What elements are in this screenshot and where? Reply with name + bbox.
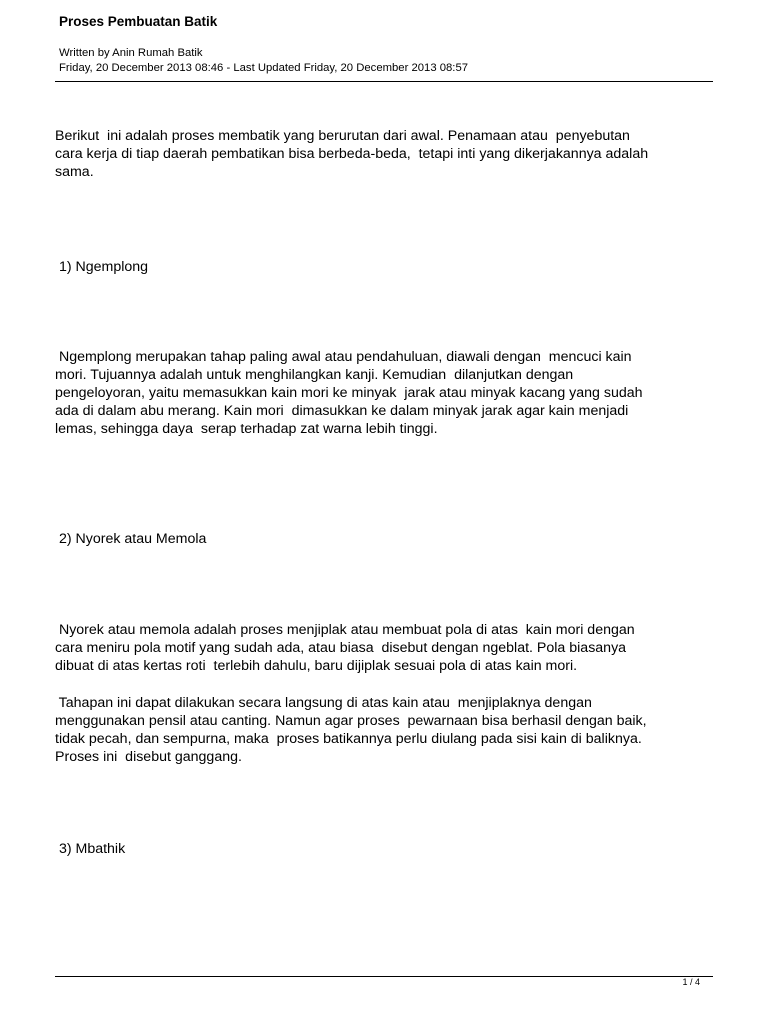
text-line: lemas, sehingga daya serap terhadap zat warna lebih tinggi. <box>55 421 438 437</box>
text-line: ada di dalam abu merang. Kain mori dimasukkan ke dalam minyak jarak agar kain menjadi <box>55 403 629 419</box>
text-line: cara meniru pola motif yang sudah ada, atau biasa disebut dengan ngeblat. Pola biasanya <box>55 640 627 656</box>
document-meta <box>59 46 468 76</box>
step2-paragraph-a <box>55 621 715 675</box>
text-line: dibuat di atas kertas roti terlebih dahulu, baru dijiplak sesuai pola di atas kain mori. <box>55 658 578 674</box>
text-line: Berikut ini adalah proses membatik yang berurutan dari awal. Penamaan atau penyebutan <box>55 128 630 144</box>
text-line: tidak pecah, dan sempurna, maka proses batikannya perlu diulang pada sisi kain di baliknya. <box>55 731 642 747</box>
step-heading-nyorek <box>55 530 715 548</box>
document-title: Proses Pembuatan Batik <box>59 14 218 29</box>
date-line: Friday, 20 December 2013 08:46 - Last Updated Friday, 20 December 2013 08:57 <box>59 62 469 74</box>
footer-divider <box>55 976 713 977</box>
heading-text: 2) Nyorek atau Memola <box>55 531 207 547</box>
header-divider <box>55 81 713 82</box>
text-line: pengeloyoran, yaitu memasukkan kain mori ke minyak jarak atau minyak kacang yang sudah <box>55 385 643 401</box>
text-line: mori. Tujuannya adalah untuk menghilangkan kanji. Kemudian dilanjutkan dengan <box>55 367 574 383</box>
step-heading-ngemplong <box>55 258 715 276</box>
text-line: Ngemplong merupakan tahap paling awal atau pendahuluan, diawali dengan mencuci kain <box>55 349 632 365</box>
heading-text: 1) Ngemplong <box>55 259 149 275</box>
text-line: cara kerja di tiap daerah pembatikan bisa berbeda-beda, tetapi inti yang dikerjakannya adalah <box>55 146 649 162</box>
intro-paragraph <box>55 127 715 181</box>
text-line: Tahapan ini dapat dilakukan secara langsung di atas kain atau menjiplaknya dengan <box>55 695 592 711</box>
step2-paragraph-b <box>55 694 715 766</box>
text-line: Proses ini disebut ganggang. <box>55 749 242 765</box>
text-line: Nyorek atau memola adalah proses menjiplak atau membuat pola di atas kain mori dengan <box>55 622 635 638</box>
text-line: sama. <box>55 164 94 180</box>
step-heading-mbathik <box>55 840 715 858</box>
page-number: 1 / 4 <box>682 977 700 987</box>
step1-paragraph <box>55 348 715 438</box>
text-line: menggunakan pensil atau canting. Namun agar proses pewarnaan bisa berhasil dengan baik, <box>55 713 647 729</box>
author-line: Written by Anin Rumah Batik <box>59 47 203 59</box>
heading-text: 3) Mbathik <box>55 841 126 857</box>
